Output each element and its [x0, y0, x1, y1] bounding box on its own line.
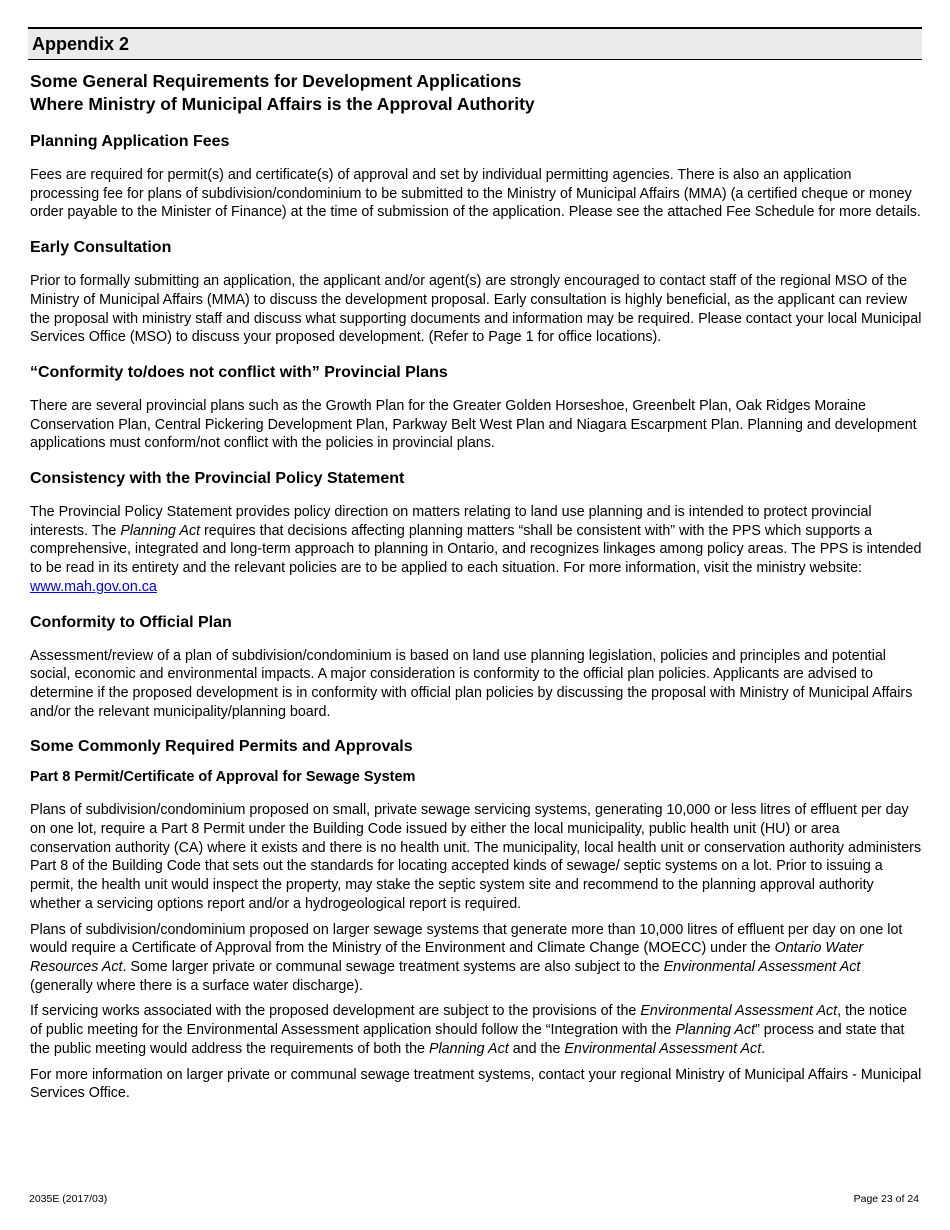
- heading-permits: Some Commonly Required Permits and Approvals: [30, 738, 413, 756]
- paragraph-official-plan: Assessment/review of a plan of subdivision/condominium is based on land use planning legislation, policies and principles and potential social, economic and environmental impacts. A major consideration is conformity to the official plan policies. Applicants are advised to determine if the proposed development is in conformity with official plan policies by discussing the proposal with Ministry of Municipal Affairs and/or the relevant municipality/planning board.: [30, 647, 913, 720]
- page-number: Page 23 of 24: [853, 1193, 919, 1205]
- paragraph-more-information: For more information on larger private or communal sewage treatment systems, contact your regional Ministry of Municipal Affairs - Municipal Services Office.: [30, 1066, 922, 1102]
- pps-text-1: The Provincial Policy Statement provides policy direction on matters relating to land use planning and is intended to protect provincial interests. The: [30, 504, 872, 539]
- document-page: [28, 27, 922, 1103]
- page-title-line-1: Some General Requirements for Development Applications: [30, 71, 522, 91]
- ea-italic-2: Planning Act: [675, 1022, 756, 1039]
- ea-italic-3: Planning Act: [428, 1040, 509, 1057]
- ea-text-5: .: [761, 1040, 766, 1057]
- paragraph-environmental-assessment: [30, 1002, 922, 1058]
- page-title-line-2: Where Ministry of Municipal Affairs is the Approval Authority: [30, 94, 535, 114]
- page-title: [30, 70, 922, 116]
- paragraph-pps: [30, 503, 922, 597]
- pps-text-2: requires that decisions affecting planning matters “shall be consistent with” with the PPS which supports a comprehensive, integrated and long-term approach to planning in Ontario, and recognizes linkages among policy areas. The PPS is intended to be read in its entirety and the relevant policies are to be applied to each situation. For more information, visit the ministry website:: [30, 522, 922, 577]
- ea-text-3: ” process and state that the public meeting would address the requirements of both the: [30, 1022, 905, 1057]
- ministry-website-link[interactable]: www.mah.gov.on.ca: [30, 578, 157, 595]
- appendix-header-bar: [28, 27, 922, 60]
- heading-early-consultation: Early Consultation: [30, 239, 172, 257]
- heading-fees: Planning Application Fees: [30, 133, 230, 150]
- italic-ontario-water-resources-act: Ontario Water Resources Act: [30, 940, 864, 975]
- ea-text-4: and the: [508, 1040, 565, 1057]
- paragraph-fees: Fees are required for permit(s) and certificate(s) of approval and set by individual permitting agencies. There is also an application processing fee for plans of subdivision/condominium to be submitted to the Ministry of Municipal Affairs (MMA) (a certified cheque or money order payable to the Minister of Finance) at the time of submission of the application. Please see the attached Fee Schedule for more details.: [30, 167, 921, 221]
- appendix-label: Appendix 2: [32, 34, 130, 54]
- page-footer: [29, 1193, 919, 1205]
- form-number: 2035E (2017/03): [29, 1193, 108, 1205]
- paragraph-part8-small-systems: Plans of subdivision/condominium proposed on small, private sewage servicing systems, generating 10,000 or less litres of effluent per day on one lot, require a Part 8 Permit under the Building Code issued by either the local municipality, public health unit (HU) or area conservation authority (CA) where it exists and there is no health unit. The municipality, local health unit or conservation authority administers Part 8 of the Building Code that sets out the standards for locating accepted kinds of sewage/ septic systems on a lot. Prior to issuing a permit, the health unit would inspect the property, may stake the septic system site and recommend to the planning approval authority whether a servicing options report and/or a hydrogeological report is required.: [30, 802, 922, 912]
- larger-text-3: (generally where there is a surface water discharge).: [30, 977, 363, 994]
- ea-text-2: , the notice of public meeting for the Environmental Assessment application should follow the “Integration with the: [30, 1003, 908, 1039]
- ea-italic-1: Environmental Assessment Act: [640, 1003, 838, 1020]
- paragraph-provincial-plans: There are several provincial plans such as the Growth Plan for the Greater Golden Horseshoe, Greenbelt Plan, Oak Ridges Moraine Conservation Plan, Central Pickering Development Plan, Parkway Belt West Plan and Niagara Escarpment Plan. Planning and development applications must conform/not conflict with the policies in provincial plans.: [30, 397, 917, 452]
- larger-text-1: Plans of subdivision/condominium proposed on larger sewage systems that generate more than 10,000 litres of effluent per day on one lot would require a Certificate of Approval from the Ministry of the Environment and Climate Change (MOECC) under the: [30, 921, 903, 957]
- ea-text-1: If servicing works associated with the proposed development are subject to the provisions of the: [30, 1003, 641, 1020]
- subheading-part8: Part 8 Permit/Certificate of Approval for Sewage System: [30, 769, 416, 786]
- ea-italic-4: Environmental Assessment Act: [564, 1040, 762, 1057]
- heading-official-plan: Conformity to Official Plan: [30, 613, 232, 631]
- larger-text-2: . Some larger private or communal sewage treatment systems are also subject to the: [122, 958, 664, 975]
- heading-provincial-plans: “Conformity to/does not conflict with” Provincial Plans: [30, 363, 448, 381]
- italic-environmental-assessment-act: Environmental Assessment Act: [663, 958, 861, 975]
- heading-pps: Consistency with the Provincial Policy Statement: [30, 470, 405, 488]
- pps-italic-planning-act: Planning Act: [120, 522, 201, 539]
- paragraph-early-consultation: Prior to formally submitting an application, the applicant and/or agent(s) are strongly encouraged to contact staff of the regional MSO of the Ministry of Municipal Affairs (MMA) to discuss the development proposal. Early consultation is highly beneficial, as the applicant can review the proposal with ministry staff and discuss what supporting documents and information may be required. Please contact your local Municipal Services Office (MSO) to discuss your proposed development. (Refer to Page 1 for office locations).: [30, 273, 922, 346]
- paragraph-larger-systems: [30, 921, 922, 996]
